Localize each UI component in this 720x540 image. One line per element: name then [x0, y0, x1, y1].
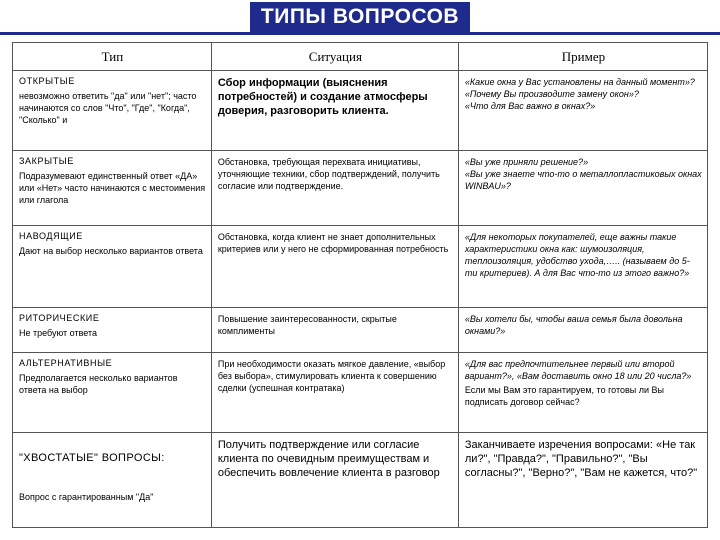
type-cell — [13, 308, 212, 353]
example-text: «Для некоторых покупателей, еще важны такие характеристики окна как: шумоизоляция, теплоизоляция, удобство ухода,….. (называем до 5-ти критериев). А для Вас что-то из этого важно?» — [464, 232, 690, 278]
example-cell — [458, 226, 707, 308]
example-line: «Вы уже знаете что-то о металлопластиковых окнах WINBAU»? — [464, 169, 702, 191]
type-desc: Дают на выбор несколько вариантов ответа — [19, 246, 203, 256]
table-row — [13, 308, 708, 353]
situation-cell — [211, 226, 458, 308]
question-types-table — [12, 42, 708, 528]
type-name: ЗАКРЫТЫЕ — [19, 156, 74, 166]
type-cell — [13, 226, 212, 308]
example-cell — [458, 308, 707, 353]
type-cell — [13, 433, 212, 528]
example-text: «Для вас предпочтительнее первый или второй вариант?», «Вам доставить окно 18 или 20 числа?» — [464, 359, 692, 381]
example-line: «Вы уже приняли решение?» — [464, 157, 589, 167]
type-desc: Вопрос с гарантированным "Да" — [19, 492, 154, 502]
example-cell — [458, 433, 707, 528]
type-name: АЛЬТЕРНАТИВНЫЕ — [19, 358, 113, 368]
example-text: Заканчиваете изречения вопросами: «Не так ли?", "Правда?", "Правильно?", "Вы согласны?", "Верно?", "Вам не кажется, что?" — [464, 439, 698, 479]
situation-cell — [211, 308, 458, 353]
header-example: Пример — [458, 43, 707, 71]
example-extra-text: Если мы Вам это гарантируем, то готовы ли Вы подписать договор сейчас? — [464, 385, 664, 407]
type-cell — [13, 353, 212, 433]
example-cell — [458, 151, 707, 226]
page-title: ТИПЫ ВОПРОСОВ — [250, 2, 470, 32]
situation-text: Сбор информации (выяснения потребностей) и создание атмосферы доверия, разговорить клиента. — [217, 77, 428, 117]
example-line: «Какие окна у Вас установлены на данный момент»? — [464, 77, 695, 87]
situation-text: Повышение заинтересованности, скрытые комплименты — [217, 314, 397, 336]
situation-text: Обстановка, требующая перехвата инициативы, уточняющие техники, сбор подтверждений, получить согласие или подтверждение. — [217, 157, 440, 191]
situation-cell — [211, 433, 458, 528]
table-row — [13, 71, 708, 151]
situation-cell — [211, 71, 458, 151]
example-text — [465, 76, 702, 112]
example-text — [465, 156, 702, 192]
table-row — [13, 433, 708, 528]
title-underline — [0, 32, 720, 35]
type-cell — [13, 151, 212, 226]
situation-cell — [211, 151, 458, 226]
type-desc: Подразумевают единственный ответ «ДА» или «Нет» часто начинаются с местоимения или глагола — [19, 171, 206, 205]
type-name: "ХВОСТАТЫЕ" ВОПРОСЫ: — [19, 452, 165, 464]
example-line: «Что для Вас важно в окнах?» — [464, 101, 596, 111]
header-type: Тип — [13, 43, 212, 71]
situation-text: При необходимости оказать мягкое давление, «выбор без выбора», стимулировать клиента к совершению сделки (успешная контратака) — [217, 359, 446, 393]
table-row — [13, 151, 708, 226]
example-cell — [458, 71, 707, 151]
header-situation: Ситуация — [211, 43, 458, 71]
example-cell — [458, 353, 707, 433]
situation-text: Обстановка, когда клиент не знает дополнительных критериев или у него не сформированная потребность — [217, 232, 449, 254]
example-text: «Вы хотели бы, чтобы ваша семья была довольна окнами?» — [464, 314, 683, 336]
table-row — [13, 226, 708, 308]
situation-cell — [211, 353, 458, 433]
type-desc: Предполагается несколько вариантов ответа на выбор — [19, 373, 178, 395]
type-name: РИТОРИЧЕСКИЕ — [19, 313, 100, 323]
table-row — [13, 353, 708, 433]
type-desc: невозможно ответить "да" или "нет"; часто начинаются со слов "Что", "Где", "Когда", "Сколько" и — [19, 91, 197, 125]
type-cell — [13, 71, 212, 151]
table-header-row — [13, 43, 708, 71]
type-desc: Не требуют ответа — [19, 328, 98, 338]
situation-text: Получить подтверждение или согласие клиента по очевидным преимуществам и обеспечить вовлечение клиента в разговор — [217, 439, 440, 479]
type-name: НАВОДЯЩИЕ — [19, 231, 83, 241]
type-name: ОТКРЫТЫЕ — [19, 76, 75, 86]
example-line: «Почему Вы производите замену окон»? — [464, 89, 639, 99]
